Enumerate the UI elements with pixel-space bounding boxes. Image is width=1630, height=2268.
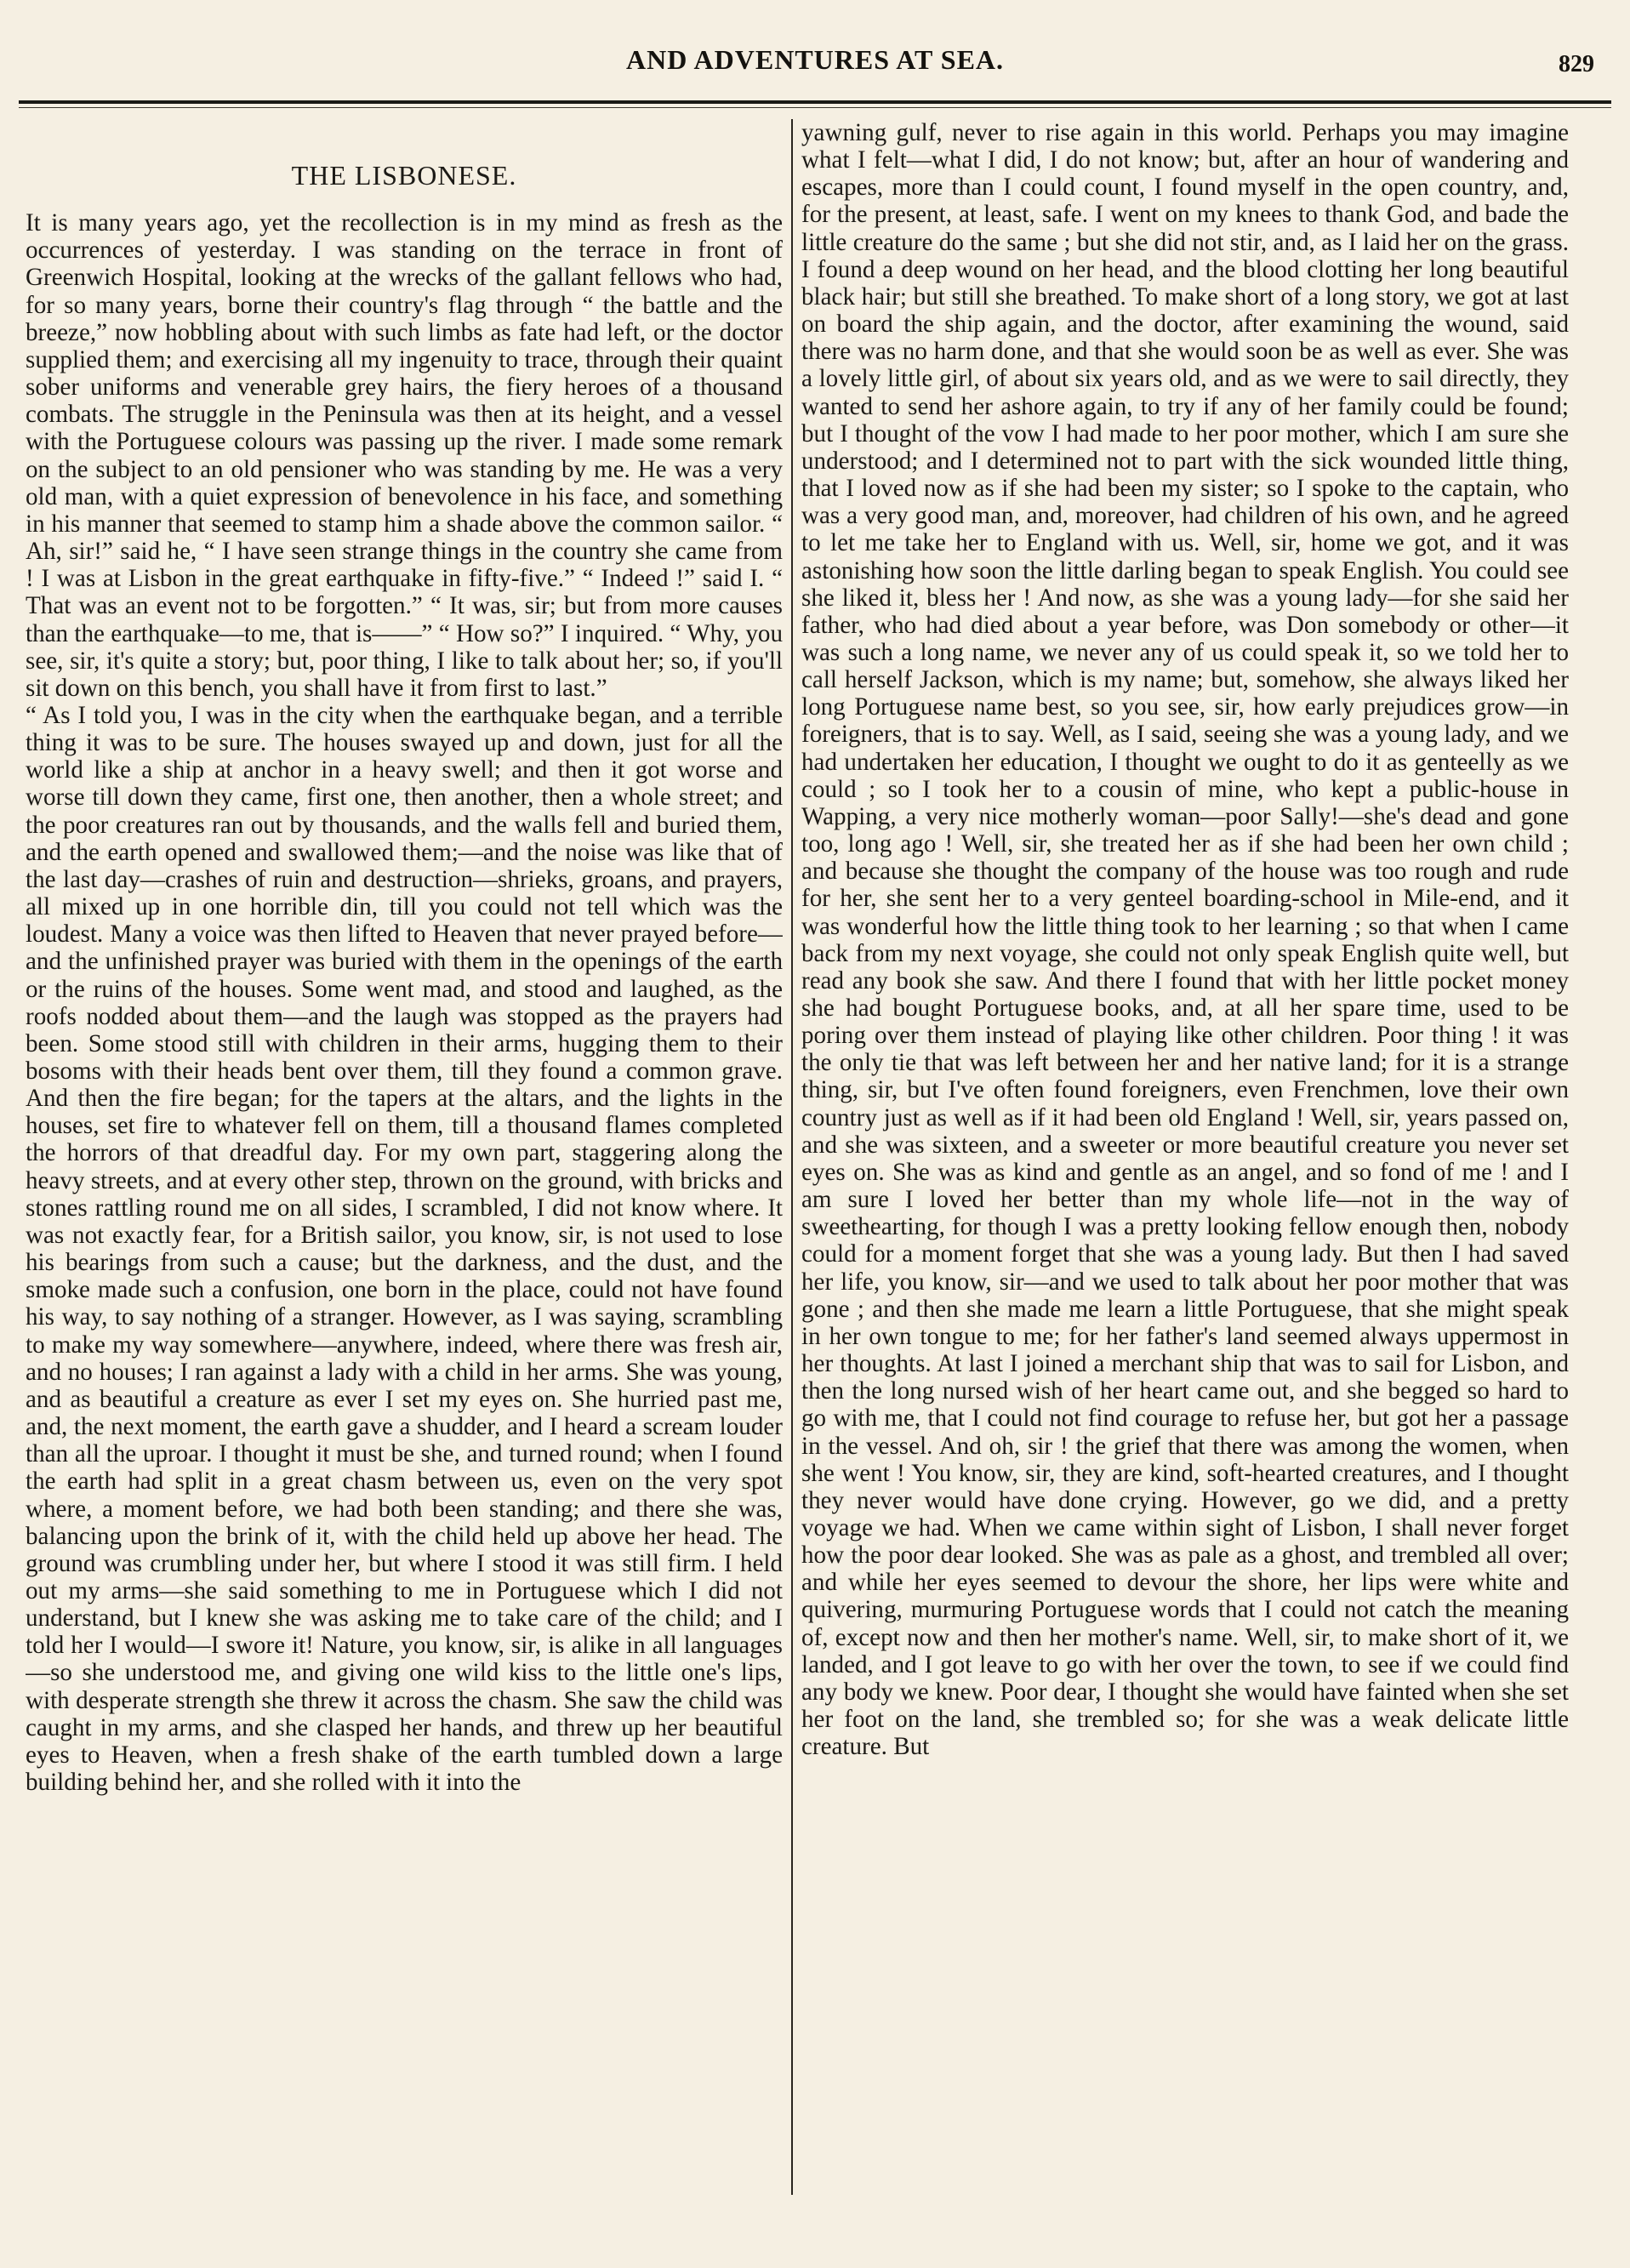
paragraph: yawning gulf, never to rise again in this world. Perhaps you may imagine what I felt—what I did, I do not know; but, after an hour of wandering and escapes, more than I could count, I found myself in the open country, and, for the present, at least, safe. I went on my knees to thank God, and bade the little creature do the same ; but she did not stir, and, as I laid her on the grass. I found a deep wound on her head, and the blood clotting her long beautiful black hair; but still she breathed. To make short of a long story, we got at last on board the ship again, and the doctor, after examining the wound, said there was no harm done, and that she would soon be as well as ever. She was a lovely little girl, of about six years old, and as we were to sail directly, they wanted to send her ashore again, to try if any of her family could be found; but I thought of the vow I had made to her poor mother, which I am sure she understood; and I determined not to part with the sick wounded little thing, that I loved now as if she had been my sister; so I spoke to the captain, who was a very good man, and, moreover, had children of his own, and he agreed to let me take her to England with us. Well, sir, home we got, and it was astonishing how soon the little darling began to speak English. You could see she liked it, bless her ! And now, as she was a young lady—for she said her father, who had died about a year before, was Don somebody or other—it was such a long name, we never any of us could speak it, so we told her to call herself Jackson, which is my name; but, somehow, she always liked her long Portuguese name best, so you see, sir, how early prejudices grow—in foreigners, that is to say. Well, as I said, seeing she was a young lady, and we had undertaken her education, I thought we ought to do it as genteelly as we could ; so I took her to a cousin of mine, who kept a public-house in Wapping, a very nice motherly woman—poor Sally!—she's dead and gone too, long ago ! Well, sir, she treated her as if she had been her own child ; and because she thought the company of the house was too rough and rude for her, she sent her to a very genteel boarding-school in Mile-end, and it was wonderful how the little thing took to her learning ; so that when I came back from my next voyage, she could not only speak English quite well, but read any book she saw. And there I found that with her little pocket money she had bought Portuguese books, and, at all her spare time, used to be poring over them instead of playing like other children. Poor thing ! it was the only tie that was left between her and her native land; for it is a strange thing, sir, but I've often found foreigners, even Frenchmen, love their own country just as well as if it had been old England ! Well, sir, years passed on, and she was sixteen, and a sweeter or more beautiful creature you never set eyes on. She was as kind and gentle as an angel, and so fond of me ! and I am sure I loved her better than my whole life—not in the way of sweethearting, for though I was a pretty looking fellow enough then, nobody could for a moment forget that she was a young lady. But then I had saved her life, you know, sir—and we used to talk about her poor mother that was gone ; and then she made me learn a little Portuguese, that she might speak in her own tongue to me; for her father's land seemed always uppermost in her thoughts. At last I joined a merchant ship that was to sail for Lisbon, and then the long nursed wish of her heart came out, and she begged so hard to go with me, that I could not find courage to refuse her, but got her a passage in the vessel. And oh, sir ! the grief that there was among the women, when she went ! You know, sir, they are kind, soft-hearted creatures, and I thought they never would have done crying. However, go we did, and a pretty voyage we had. When we came within sight of Lisbon, I shall never forget how the poor dear looked. She was as pale as a ghost, and trembled all over; and while her eyes seemed to devour the shore, her lips were white and quivering, murmuring Portuguese words that I could not catch the meaning of, except now and then her mother's name. Well, sir, to make short of it, we landed, and I got leave to go with her over the town, to see if we could find any body we knew. Poor dear, I thought she would have fainted when she set her foot on the land, she trembled so; for she was a weak delicate little creature. But bbox=[801, 119, 1569, 1761]
running-header-title: AND ADVENTURES AT SEA. bbox=[625, 44, 1005, 75]
column-divider bbox=[791, 119, 793, 2195]
page-number: 829 bbox=[1559, 51, 1594, 77]
header-rule bbox=[19, 100, 1611, 104]
paragraph: It is many years ago, yet the recollection is in my mind as fresh as the occurrences of yesterday. I was standing on the terrace in front of Greenwich Hospital, looking at the wrecks of the gallant fellows who had, for so many years, borne their country's flag through “ the battle and the breeze,” now hobbling about with such limbs as fate had left, or the doctor supplied them; and exercising all my ingenuity to trace, through their quaint sober uniforms and venerable grey hairs, the fiery heroes of a thousand combats. The struggle in the Peninsula was then at its height, and a vessel with the Portuguese colours was passing up the river. I made some remark on the subject to an old pensioner who was standing by me. He was a very old man, with a quiet expression of benevolence in his face, and something in his manner that seemed to stamp him a shade above the common sailor. “ Ah, sir!” said he, “ I have seen strange things in the country she came from ! I was at Lisbon in the great earthquake in fifty-five.” “ Indeed !” said I. “ That was an event not to be forgotten.” “ It was, sir; but from more causes than the earthquake—to me, that is——” “ How so?” I inquired. “ Why, you see, sir, it's quite a story; but, poor thing, I like to talk about her; so, if you'll sit down on this bench, you shall have it from first to last.” bbox=[26, 209, 783, 702]
article-title: THE LISBONESE. bbox=[291, 160, 517, 191]
header-rule-thin bbox=[19, 107, 1611, 108]
paragraph: “ As I told you, I was in the city when the earthquake began, and a terrible thing it was to be sure. The houses swayed up and down, just for all the world like a ship at anchor in a heavy swell; and then it got worse and worse till down they came, first one, then another, then a whole street; and the poor creatures ran out by thousands, and the walls fell and buried them, and the earth opened and swallowed them;—and the noise was like that of the last day—crashes of ruin and destruction—shrieks, groans, and prayers, all mixed up in one horrible din, till you could not tell which was the loudest. Many a voice was then lifted to Heaven that never prayed before—and the unfinished prayer was buried with them in the openings of the earth or the ruins of the houses. Some went mad, and stood and laughed, as the roofs nodded about them—and the laugh was stopped as the prayers had been. Some stood still with children in their arms, hugging them to their bosoms with their heads bent over them, till they found a common grave. And then the fire began; for the tapers at the altars, and the lights in the houses, set fire to whatever fell on them, till a thousand flames completed the horrors of that dreadful day. For my own part, staggering along the heavy streets, and at every other step, thrown on the ground, with bricks and stones rattling round me on all sides, I scrambled, I did not know where. It was not exactly fear, for a British sailor, you know, sir, is not used to lose his bearings from such a cause; but the darkness, and the dust, and the smoke made such a confusion, one born in the place, could not have found his way, to say nothing of a stranger. However, as I was saying, scrambling to make my way somewhere—anywhere, indeed, where there was fresh air, and no houses; I ran against a lady with a child in her arms. She was young, and as beautiful a creature as ever I set my eyes on. She hurried past me, and, the next moment, the earth gave a shudder, and I heard a scream louder than all the uproar. I thought it must be she, and turned round; when I found the earth had split in a great chasm between us, even on the very spot where, a moment before, we had both been standing; and there she was, balancing upon the brink of it, with the child held up above her head. The ground was crumbling under her, but where I stood it was still firm. I held out my arms—she said something to me in Portuguese which I did not understand, but I knew she was asking me to take care of the child; and I told her I would—I swore it! Nature, you know, sir, is alike in all languages—so she understood me, and giving one wild kiss to the little one's lips, with desperate strength she threw it across the chasm. She saw the child was caught in my arms, and she clasped her hands, and threw up her beautiful eyes to Heaven, when a fresh shake of the earth tumbled down a large building behind her, and she rolled with it into the bbox=[26, 701, 783, 1797]
right-column bbox=[801, 119, 1569, 2186]
left-column bbox=[26, 119, 783, 2186]
